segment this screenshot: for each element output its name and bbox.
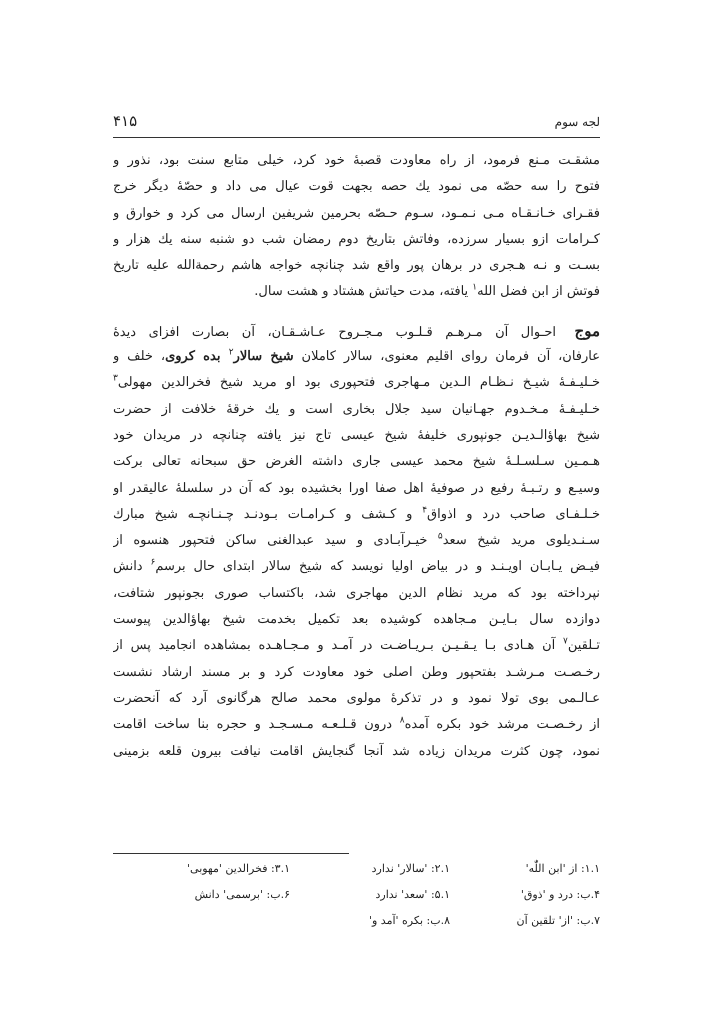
footnote-marker: ۲ [228, 347, 234, 358]
footnote: ۶.ب: 'برسمی' دانش [194, 888, 290, 901]
text-span: خـلیـفـهٔ شیـخ نـظـام الـدین مـهاجری فتحپوری بود او مرید شیخ فخرالدین مهولی [117, 375, 600, 391]
text-line: رخـصـت مـرشـد بفتحپور وطن اصلی خود معاودت کرد و بر مسند ارشاد نشست [113, 664, 600, 680]
footnote: ۳.۱: فخرالدین 'مهوبی' [187, 862, 290, 875]
footnote: ۱.۱: از 'ابن اللّٰه' [525, 862, 600, 875]
page-header [113, 112, 600, 136]
text-line: فقـرای خـانـقـاه مـی نـمـود، سـوم حـصّه بحرمین شریفین ارسال می کرد و خوارق و [113, 205, 600, 221]
text-line [113, 712, 600, 738]
text-span: ، خلف و [113, 349, 166, 365]
text-span: فوتش از ابن فضل الله [477, 284, 600, 300]
text-span: عارفان، آن فرمان روای اقلیم معنوی، سالار کاملان [293, 349, 600, 365]
text-span: و کـشف و کـرامـات بـودنـد چـنـانچـه شیخ مبارك [113, 506, 423, 522]
text-span: خیـرآبـادی و سید عبدالغنی ساکن فتحپور هنسوه از [113, 533, 438, 549]
text-line: نمود، چون کثرت مریدان زیاده شد آنجا گنجایش اقامت نیافت بیرون قلعه بزمینی [113, 743, 600, 759]
text-line: بسـت و نـه هـجری در برهان پور واقع شد چنانچه خواجه هاشم رحمةالله علیه تاریخ [113, 258, 600, 274]
body-text [113, 148, 600, 765]
footnote: ۴.ب: درد و 'ذوق' [520, 888, 600, 901]
text-line: دوازده سال بـایـن مـجاهده کوشیده بعد تکمیل بخدمت شیخ بهاؤالدین پیوست [113, 612, 600, 628]
footnote-marker: ۱ [472, 283, 478, 294]
footnote-row [113, 908, 600, 934]
footnotes [113, 856, 600, 934]
footnote: ۵.۱: 'سعد' ندارد [375, 888, 450, 901]
text-line: شیخ بهاؤالـدیـن جونپوری خلیفهٔ شیخ عیسی تاج نیز یافته چنانچه در مریدان خود [113, 427, 600, 443]
text-span: یافته، مدت حیاتش هشتاد و هشت سال. [254, 284, 473, 300]
text-span: تـلقین [567, 638, 600, 654]
text-line: کـرامات ازو بسیار سرزده، وفاتش بتاریخ دوم رمضان شب دو شنبه سنه یك هزار و [113, 231, 600, 247]
text-line [113, 344, 600, 370]
text-line: وسیـع و رتـبـهٔ رفیع در صوفیهٔ اهل صفا اورا بخشیده بود که آن در سلسلهٔ عالیقدر او [113, 480, 600, 496]
text-line: فتوح را سه حصّه می نمود یك حصه بجهت قوت عیال می داد و حصّهٔ دیگر خرج [113, 179, 600, 195]
text-line: خـلیـفـهٔ مـخـدوم جهـانیان سید جلال بخاری است و یك خرقهٔ خلافت از حضرت [113, 401, 600, 417]
text-span: درون قـلـعـه مـسـجـد و حجره بنا ساخت اقامت [113, 717, 400, 733]
footnote-row [113, 856, 600, 882]
footnote: ۲.۱: 'سالار' ندارد [371, 862, 450, 875]
person-name: بده کروی [165, 349, 229, 365]
text-span: احـوال آن مـرهـم قـلـوب مـجـروح عـاشـقـان، آن بصارت افزای دیدهٔ [113, 324, 556, 340]
text-line [113, 279, 600, 305]
text-line [113, 370, 600, 396]
section-heading: موج [574, 321, 600, 340]
text-line: عـالـمی بوی تولا نمود و در تذکرهٔ مولوی محمد صالح هرگانوی آرد که آنحضرت [113, 690, 600, 706]
paragraph-gap [113, 306, 600, 318]
text-span: فیـض یـابـان اویـنـد و در بیاض اولیا نویسد که شیخ سالار ابتدای حال برسم [155, 559, 600, 575]
text-line [113, 528, 600, 554]
text-line [113, 318, 600, 344]
text-line: مشقـت مـنع فرمود، از راه معاودت قصبهٔ خود کرد، خیلی متابع سنت بود، نذور و [113, 153, 600, 168]
footnote-marker: ۵ [437, 531, 443, 542]
text-line [113, 502, 600, 528]
text-line: هـمـین سـلسـلـهٔ شیخ محمد عیسی جاری داشته الغرض حق سبحانه تعالی برکت [113, 454, 600, 470]
text-line [113, 554, 600, 580]
text-line [113, 633, 600, 659]
text-span: از رخـصـت مرشد خود بکره آمده [404, 717, 600, 733]
text-span: سـنـدیلوی مرید شیخ سعد [442, 533, 600, 549]
footnote-rule [113, 853, 349, 854]
person-name: شیخ سالار [233, 349, 294, 365]
footnote-marker: ۳ [113, 374, 118, 385]
text-span: آن هـادی بـا یـقـیـن بـریـاضـت در آمـد و مـجـاهـده بمشاهده انجامید پس از [113, 638, 564, 654]
footnote-row [113, 882, 600, 908]
page-number: ۴۱۵ [113, 112, 138, 130]
footnote: ۷.ب: 'از' تلقین آن [516, 914, 600, 927]
footnote-marker: ۴ [422, 505, 428, 516]
header-rule [113, 137, 600, 138]
text-line: نپرداخته بود که مرید نظام الدین مهاجری شد، باکتساب صوری بجونپور شتافت، [113, 585, 600, 601]
text-span: خـلـفـای صاحب درد و اذواق [427, 506, 600, 522]
footnote-marker: ۸ [399, 715, 405, 726]
footnote-marker: ۶ [150, 558, 156, 569]
footnote: ۸.ب: بکره 'آمد و' [368, 914, 450, 927]
chapter-title: لجه سوم [554, 115, 600, 129]
text-span: دانش [113, 559, 151, 575]
footnote-marker: ۷ [563, 637, 568, 648]
